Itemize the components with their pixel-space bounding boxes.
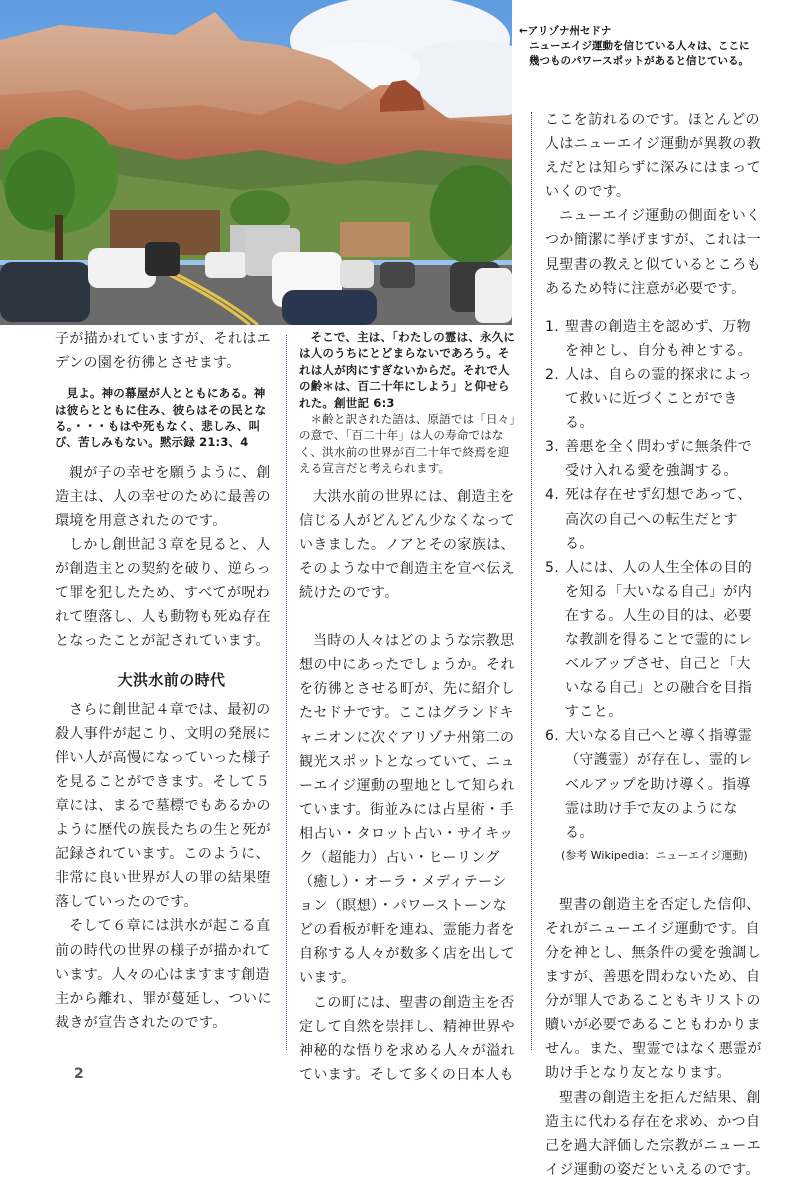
col3-continued-paragraph: ここを訪れるのです。ほとんどの人はニューエイジ運動が異教の教えだとは知らずに深みにはまっていくのです。 xyxy=(545,112,761,201)
column-2 xyxy=(299,327,517,1087)
col1-paragraph-4: そして６章には洪水が起こる直前の時代の世界の様子が描かれています。人々の心はますます創造主から離れ、罪が蔓延し、ついに裁きが宣告されたのです。 xyxy=(55,918,272,1031)
sedona-photo xyxy=(0,0,512,325)
column-1 xyxy=(55,327,273,1035)
list-item-text: 聖書の創造主を認めず、万物を神とし、自分も神とする。 xyxy=(565,318,753,359)
list-item-text: 大いなる自己へと導く指導霊（守護霊）が存在し、霊的レベルアップを助け導く。指導霊は助け手で友のようになる。 xyxy=(565,728,753,841)
col3-paragraph-3: 聖書の創造主を拒んだ結果、創造主に代わる存在を求め、かつ自己を過大評価した宗教がニューエイジ運動の姿だといえるのです。 xyxy=(545,1089,761,1178)
caption-line-1: ←アリゾナ州セドナ xyxy=(519,25,612,37)
list-item-number: 4. xyxy=(545,487,560,504)
list-item-number: 3. xyxy=(545,439,560,456)
col1-continued-paragraph: 子が描かれていますが、それはエデンの園を彷彿とさせます。 xyxy=(55,331,271,372)
list-item-number: 2. xyxy=(545,366,560,383)
list-item-number: 1. xyxy=(545,318,560,335)
reference-note: (参考 Wikipedia：ニューエイジ運動) xyxy=(561,848,748,862)
caption-line-2: ニューエイジ運動を信じている人々は、ここに xyxy=(529,40,750,52)
list-item-number: 5. xyxy=(545,559,560,576)
list-item xyxy=(545,435,763,483)
col1-paragraph-1: 親が子の幸せを願うように、創造主は、人の幸せのために最善の環境を用意されたのです。 xyxy=(55,464,271,529)
page-number: 2 xyxy=(74,1066,84,1082)
section-heading: 大洪水前の時代 xyxy=(117,670,226,689)
col2-paragraph-3: この町には、聖書の創造主を否定して自然を崇拝し、精神世界や神秘的な悟りを求める人々が溢れています。そして多くの日本人も xyxy=(299,994,515,1083)
col1-paragraph-3: さらに創世記４章では、最初の殺人事件が起こり、文明の発展に伴い人が高慢になっていった様子を見ることができます。そして５章には、まるで墓標でもあるかのように歴代の族長たちの生と死が記録されています。このように、非常に良い世界が人の罪の結果堕落していったのです。 xyxy=(55,701,271,911)
list-item xyxy=(545,483,763,555)
new-age-feature-list xyxy=(545,315,763,845)
col2-paragraph-1: 大洪水前の世界には、創造主を信じる人がどんどん少なくなっていきました。ノアとその家族は、そのような中で創造主を宣べ伝え続けたのです。 xyxy=(299,488,515,602)
list-item-number: 6. xyxy=(545,728,560,745)
col1-scripture-quote: 見よ。神の幕屋が人とともにある。神は彼らとともに住み、彼らはその民となる。・・・もはや死もなく、悲しみ、叫び、苦しみもない。黙示録 21:3、4 xyxy=(55,386,267,450)
col2-footnote: ＊齢と訳された語は、原語では「日々」の意で、「百二十年」は人の寿命ではなく、洪水前の世界が百二十年で終焉を迎える宣言だと考えられます。 xyxy=(299,412,516,476)
list-item xyxy=(545,363,763,435)
list-item xyxy=(545,724,763,844)
col1-paragraph-2: しかし創世記３章を見ると、人が創造主との契約を破り、逆らって罪を犯したため、すべてが呪われて堕落し、人も動物も死ぬ存在となったことが記されています。 xyxy=(55,537,271,650)
col3-paragraph-2: 聖書の創造主を否定した信仰、それがニューエイジ運動です。自分を神とし、無条件の愛を強調しますが、善悪を問わないため、自分が罪人であることもキリストの贖いが必要であることもわかりません。また、聖霊ではなく悪霊が助け手となり友となります。 xyxy=(545,896,762,1082)
list-item-text: 善悪を全く問わずに無条件で受け入れる愛を強調する。 xyxy=(565,439,753,480)
col2-paragraph-2: 当時の人々はどのような宗教思想の中にあったでしょうか。それを彷彿とさせる町が、先に紹介したセドナです。ここはグランドキャニオンに次ぐアリゾナ州第二の観光スポットとなっていて、ニューエイジ運動の聖地として知られています。街並みには占星術・手相占い・タロット占い・サイキック（超能力）占い・ヒーリング（癒し）・オーラ・メディテーション（瞑想）・パワーストーンなどの看板が軒を連ね、霊能力者を自称する人々が数多く店を出しています。 xyxy=(299,633,515,987)
column-divider-left xyxy=(286,335,287,1050)
col3-paragraph-1: ニューエイジ運動の側面をいくつか簡潔に挙げますが、これは一見聖書の教えと似ているところもあるため特に注意が必要です。 xyxy=(545,208,761,297)
column-3 xyxy=(545,108,763,1182)
photo-caption xyxy=(519,24,789,69)
list-item-text: 人には、人の人生全体の目的を知る「大いなる自己」が内在する。人生の目的は、必要な教訓を得ることで霊的にレベルアップさせ、自己と「大いなる自己」との融合を目指すこと。 xyxy=(565,559,753,721)
list-item xyxy=(545,556,763,725)
col2-scripture-quote: そこで、主は、「わたしの霊は、永久には人のうちにとどまらないであろう。それは人が肉にすぎないからだ。それで人の齢＊は、百二十年にしよう」と仰せられた。創世記 6:3 xyxy=(299,330,516,410)
list-item-text: 人は、自らの霊的探求によって救いに近づくことができる。 xyxy=(565,366,753,432)
column-divider-right xyxy=(531,112,532,1050)
caption-line-3: 幾つものパワースポットがあると信じている。 xyxy=(529,55,749,67)
list-item-text: 死は存在せず幻想であって、高次の自己への転生だとする。 xyxy=(565,487,752,552)
list-item xyxy=(545,315,763,363)
